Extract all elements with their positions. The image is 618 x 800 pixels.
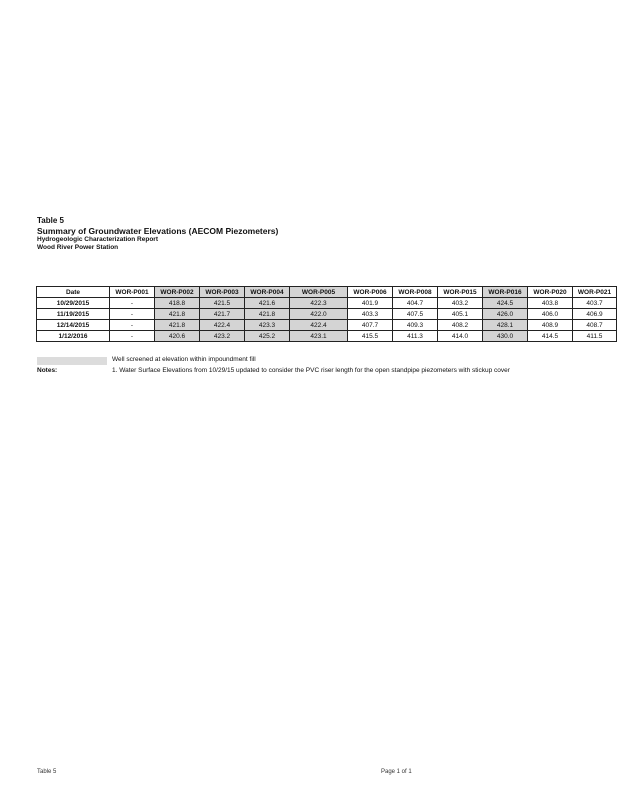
- elevation-cell: 414.5: [528, 331, 573, 342]
- site-name: Wood River Power Station: [37, 243, 119, 251]
- table-row: [37, 309, 617, 320]
- table-row: [37, 320, 617, 331]
- elevation-cell: 421.5: [200, 298, 245, 309]
- column-header-well: WOR-P008: [393, 287, 438, 298]
- elevation-cell: 408.7: [573, 320, 617, 331]
- elevation-cell: -: [110, 298, 155, 309]
- elevation-cell: 422.0: [290, 309, 348, 320]
- elevation-cell: -: [110, 331, 155, 342]
- elevation-cell: 421.7: [200, 309, 245, 320]
- table-body: [37, 298, 617, 342]
- elevation-cell: 423.2: [200, 331, 245, 342]
- elevation-cell: 408.9: [528, 320, 573, 331]
- column-header-well: WOR-P004: [245, 287, 290, 298]
- elevation-cell: 409.3: [393, 320, 438, 331]
- elevation-cell: 424.5: [483, 298, 528, 309]
- elevation-cell: 407.5: [393, 309, 438, 320]
- elevation-cell: 423.1: [290, 331, 348, 342]
- elevation-cell: 403.7: [573, 298, 617, 309]
- table-header: [37, 216, 278, 251]
- column-header-date: Date: [37, 287, 110, 298]
- elevation-cell: 426.0: [483, 309, 528, 320]
- elevation-cell: 408.2: [438, 320, 483, 331]
- groundwater-elevation-table: [36, 286, 617, 342]
- elevation-cell: 418.8: [155, 298, 200, 309]
- column-header-well: WOR-P021: [573, 287, 617, 298]
- footer-page-number: Page 1 of 1: [381, 769, 412, 775]
- elevation-cell: 422.4: [290, 320, 348, 331]
- elevation-cell: 420.6: [155, 331, 200, 342]
- notes-label: Notes:: [37, 367, 58, 374]
- elevation-cell: 428.1: [483, 320, 528, 331]
- column-header-well: WOR-P006: [348, 287, 393, 298]
- table-title: Summary of Groundwater Elevations (AECOM Piezometers): [37, 225, 279, 236]
- date-cell: 11/19/2015: [37, 309, 110, 320]
- elevation-cell: 406.9: [573, 309, 617, 320]
- date-cell: 12/14/2015: [37, 320, 110, 331]
- elevation-cell: 405.1: [438, 309, 483, 320]
- elevation-cell: 421.6: [245, 298, 290, 309]
- elevation-cell: 403.2: [438, 298, 483, 309]
- date-cell: 1/12/2016: [37, 331, 110, 342]
- table-header-row: [37, 287, 617, 298]
- column-header-well: WOR-P016: [483, 287, 528, 298]
- elevation-cell: -: [110, 320, 155, 331]
- elevation-cell: 421.8: [155, 309, 200, 320]
- elevation-cell: 421.8: [155, 320, 200, 331]
- elevation-cell: -: [110, 309, 155, 320]
- elevation-cell: 403.8: [528, 298, 573, 309]
- elevation-cell: 411.5: [573, 331, 617, 342]
- elevation-cell: 404.7: [393, 298, 438, 309]
- date-cell: 10/29/2015: [37, 298, 110, 309]
- elevation-cell: 414.0: [438, 331, 483, 342]
- footer-table-ref: Table 5: [37, 769, 57, 775]
- elevation-cell: 422.3: [290, 298, 348, 309]
- elevation-cell: 401.9: [348, 298, 393, 309]
- elevation-cell: 406.0: [528, 309, 573, 320]
- legend-text: Well screened at elevation within impoundment fill: [112, 356, 256, 363]
- elevation-cell: 411.3: [393, 331, 438, 342]
- elevation-cell: 425.2: [245, 331, 290, 342]
- elevation-cell: 407.7: [348, 320, 393, 331]
- elevation-cell: 423.3: [245, 320, 290, 331]
- table-row: [37, 331, 617, 342]
- report-name: Hydrogeologic Characterization Report: [37, 235, 158, 243]
- elevation-cell: 403.3: [348, 309, 393, 320]
- legend-swatch: [37, 357, 107, 365]
- column-header-well: WOR-P001: [110, 287, 155, 298]
- column-header-well: WOR-P015: [438, 287, 483, 298]
- column-header-well: WOR-P020: [528, 287, 573, 298]
- elevation-cell: 430.0: [483, 331, 528, 342]
- column-header-well: WOR-P002: [155, 287, 200, 298]
- elevation-cell: 415.5: [348, 331, 393, 342]
- column-header-well: WOR-P003: [200, 287, 245, 298]
- table-number: Table 5: [37, 216, 64, 225]
- column-header-well: WOR-P005: [290, 287, 348, 298]
- elevation-cell: 421.8: [245, 309, 290, 320]
- note-item: 1. Water Surface Elevations from 10/29/15 updated to consider the PVC riser length for the open standpipe piezometers with stickup cover: [112, 367, 510, 374]
- elevation-cell: 422.4: [200, 320, 245, 331]
- table-row: [37, 298, 617, 309]
